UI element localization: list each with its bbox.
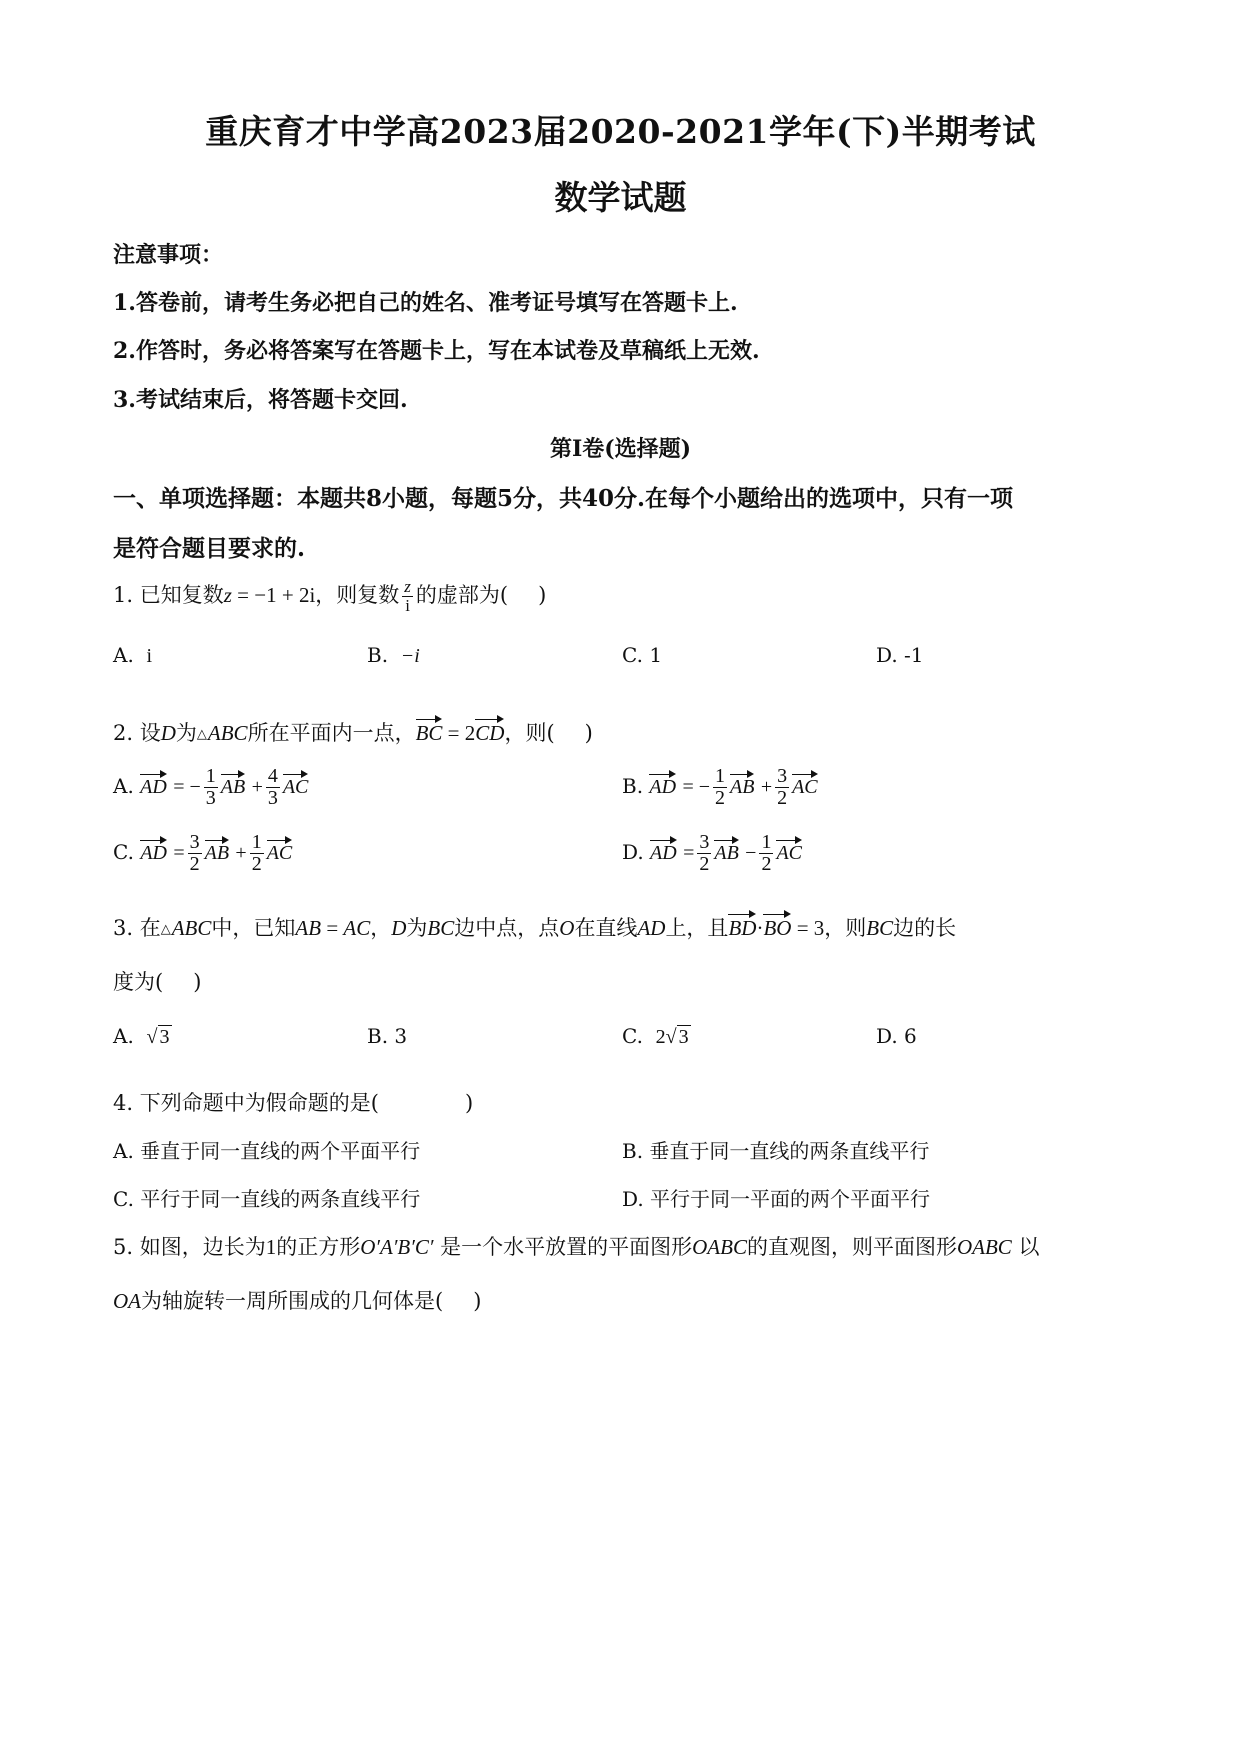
option-label: D.: [622, 840, 644, 864]
sqrt: √ 3: [146, 1026, 170, 1048]
section-heading-line-2: 是符合题目要求的.: [113, 535, 306, 562]
fraction: [188, 832, 202, 875]
math-var: BC: [427, 916, 455, 940]
fraction: [775, 766, 789, 809]
math-var: D: [391, 916, 407, 940]
math-expr: = 3: [791, 916, 825, 940]
fraction-denominator: 2: [715, 787, 726, 809]
vector: AC: [283, 770, 309, 799]
q2-option-b[interactable]: [622, 766, 818, 809]
vector: AD: [649, 770, 676, 799]
notice-item-3: 3.考试结束后，将答题卡交回.: [113, 387, 408, 413]
question-text: 上，且: [665, 916, 729, 940]
math-expr: =: [321, 916, 344, 940]
math-var: OABC: [692, 1235, 747, 1259]
option-value: i: [146, 645, 153, 667]
option-label: B.: [367, 643, 389, 667]
option-label: C.: [622, 1024, 643, 1048]
option-label: A.: [113, 774, 134, 798]
question-text: 设: [139, 721, 161, 745]
math-expr: = −: [682, 776, 711, 798]
question-5-cont: [113, 1285, 481, 1315]
math-var: D: [160, 721, 176, 745]
math-expr: = 2: [442, 721, 476, 745]
question-text: 在直线: [574, 916, 638, 940]
fraction: [402, 578, 413, 615]
option-value: 6: [904, 1024, 917, 1048]
fraction: [759, 832, 773, 875]
question-text: ): [538, 582, 547, 607]
option-label: C.: [622, 643, 643, 667]
math-var: O′A′B′C′: [360, 1235, 434, 1259]
option-label: B.: [367, 1024, 389, 1048]
question-text: 以: [1018, 1235, 1040, 1259]
triangle-icon: △: [196, 727, 207, 742]
math-var: OABC: [956, 1235, 1012, 1259]
fraction-numerator: 1: [205, 765, 216, 787]
question-text: 的直观图，则平面图形: [746, 1235, 957, 1259]
option-label: A.: [113, 643, 134, 667]
q4-option-c[interactable]: C. 平行于同一直线的两条直线平行: [113, 1187, 421, 1211]
q3-option-d[interactable]: [876, 1024, 917, 1048]
fraction-numerator: 3: [777, 765, 788, 787]
sqrt: √ 3: [665, 1026, 689, 1048]
option-label: B.: [622, 774, 644, 798]
question-3: [113, 910, 956, 942]
coefficient: 2: [655, 1026, 666, 1048]
option-label: A.: [113, 1024, 134, 1048]
vector: AD: [650, 836, 677, 865]
fraction-numerator: 1: [715, 765, 726, 787]
question-text: 是一个水平放置的平面图形: [440, 1235, 693, 1259]
question-text: ，则复数: [315, 582, 400, 607]
question-text: 所在平面内一点，: [247, 721, 416, 745]
question-text: ，则: [824, 916, 867, 940]
fraction: [266, 766, 280, 809]
q3-option-b[interactable]: [367, 1024, 407, 1048]
question-text: 中，已知: [211, 916, 296, 940]
q1-option-d[interactable]: [876, 643, 924, 667]
fraction-numerator: z: [404, 577, 411, 596]
fraction-denominator: 2: [251, 853, 262, 875]
question-text: 如图，边长为: [139, 1235, 266, 1259]
part-title: 第Ⅰ卷(选择题): [549, 436, 692, 462]
notice-item-2: 2.作答时，务必将答案写在答题卡上，写在本试卷及草稿纸上无效.: [113, 338, 760, 364]
fraction-numerator: 3: [699, 831, 710, 853]
option-value: -1: [904, 643, 924, 667]
vector: AD: [140, 770, 167, 799]
fraction: [697, 832, 711, 875]
q3-option-c[interactable]: [622, 1024, 691, 1049]
q4-option-d[interactable]: D. 平行于同一平面的两个平面平行: [622, 1187, 931, 1211]
notice-item-1: 1.答卷前，请考生务必把自己的姓名、准考证号填写在答题卡上.: [113, 290, 738, 316]
radicand: 3: [159, 1026, 170, 1048]
q1-option-a[interactable]: [113, 643, 152, 668]
radicand: 3: [678, 1026, 689, 1048]
exam-title: 重庆育才中学高2023届2020-2021学年(下)半期考试: [205, 112, 1036, 151]
vector: BD: [728, 910, 756, 941]
math-expr: +: [760, 776, 773, 798]
option-value: 3: [394, 1024, 408, 1048]
question-text: 下列命题中为假命题的是(: [139, 1091, 379, 1115]
q3-option-a[interactable]: [113, 1024, 172, 1049]
question-1: [113, 578, 546, 615]
fraction-denominator: 3: [205, 787, 216, 809]
fraction-denominator: 2: [189, 853, 200, 875]
fraction-denominator: i: [405, 595, 410, 615]
q1-option-c[interactable]: [622, 643, 662, 667]
vector: BC: [416, 715, 443, 746]
q2-option-d[interactable]: [622, 832, 802, 875]
question-text: ): [584, 721, 593, 745]
vector: AC: [792, 770, 818, 799]
question-3-cont: [113, 966, 201, 996]
question-text: 为: [406, 916, 428, 940]
question-number: 5.: [113, 1235, 134, 1259]
option-label: D.: [876, 1024, 898, 1048]
q4-option-a[interactable]: A. 垂直于同一直线的两个平面平行: [113, 1139, 421, 1163]
question-text: 为: [175, 721, 197, 745]
vector: AB: [714, 836, 738, 865]
option-value: −i: [400, 645, 420, 667]
vector: AD: [140, 836, 167, 865]
math-expr: +: [235, 842, 247, 864]
question-number: 2.: [113, 721, 134, 745]
math-expr: = −: [173, 776, 201, 798]
math-expr: =: [683, 842, 695, 864]
fraction: [250, 832, 264, 875]
question-text: 边中点，点: [454, 916, 560, 940]
math-var: OA: [113, 1289, 141, 1313]
vector: AB: [730, 770, 754, 799]
math-var: ABC: [207, 721, 248, 745]
question-text: ): [464, 1091, 474, 1115]
question-number: 4.: [113, 1091, 134, 1115]
question-text: ): [473, 1289, 482, 1313]
fraction-numerator: 1: [251, 831, 262, 853]
vector: CD: [475, 715, 504, 746]
math-expr: 1: [265, 1235, 277, 1259]
math-expr: =: [173, 842, 185, 864]
q2-option-c[interactable]: [113, 832, 292, 875]
exam-subtitle: 数学试题: [554, 178, 687, 217]
math-var: z: [223, 582, 232, 607]
question-text: 度为(: [113, 970, 164, 994]
question-text: 的虚部为(: [415, 582, 509, 607]
option-label: C.: [113, 840, 134, 864]
fraction-denominator: 3: [267, 787, 278, 809]
math-var: AD: [637, 916, 666, 940]
question-text: 的正方形: [276, 1235, 361, 1259]
question-text: 在: [139, 916, 161, 940]
question-4: [113, 1087, 473, 1117]
vector: AC: [776, 836, 802, 865]
math-var: AC: [343, 916, 371, 940]
q1-option-b[interactable]: [367, 643, 420, 668]
question-text: 边的长: [893, 916, 957, 940]
question-text: ): [193, 970, 202, 994]
vector: AB: [221, 770, 245, 799]
question-2: [113, 715, 593, 747]
question-number: 3.: [113, 916, 134, 940]
question-text: ，则(: [504, 721, 555, 745]
vector: BO: [763, 910, 791, 941]
fraction-denominator: 2: [761, 853, 772, 875]
question-5: [113, 1231, 1039, 1261]
question-text: ，: [370, 916, 392, 940]
math-var: ABC: [171, 916, 212, 940]
math-expr: +: [251, 776, 263, 798]
fraction: [204, 766, 218, 809]
question-text: 已知复数: [139, 582, 224, 607]
triangle-icon: △: [160, 922, 171, 937]
option-value: 1: [649, 643, 663, 667]
math-var: AB: [295, 916, 322, 940]
math-expr: = −1 + 2i: [231, 582, 316, 607]
math-var: O: [559, 916, 575, 940]
q4-option-b[interactable]: B. 垂直于同一直线的两条直线平行: [622, 1139, 930, 1163]
question-text: 为轴旋转一周所围成的几何体是(: [141, 1289, 444, 1313]
math-expr: ·: [756, 916, 764, 940]
fraction: [713, 766, 727, 809]
math-expr: −: [745, 842, 757, 864]
notice-heading: 注意事项：: [113, 242, 224, 268]
fraction-numerator: 1: [761, 831, 772, 853]
section-heading-line-1: 一、单项选择题：本题共8小题，每题5分，共40分.在每个小题给出的选项中，只有一项: [113, 485, 1014, 512]
option-label: D.: [876, 643, 898, 667]
math-var: BC: [866, 916, 894, 940]
question-number: 1.: [113, 582, 134, 607]
fraction-numerator: 4: [267, 765, 278, 787]
vector: AC: [267, 836, 293, 865]
vector: AB: [205, 836, 229, 865]
fraction-denominator: 2: [777, 787, 788, 809]
fraction-denominator: 2: [699, 853, 710, 875]
q2-option-a[interactable]: [113, 766, 308, 809]
fraction-numerator: 3: [189, 831, 200, 853]
